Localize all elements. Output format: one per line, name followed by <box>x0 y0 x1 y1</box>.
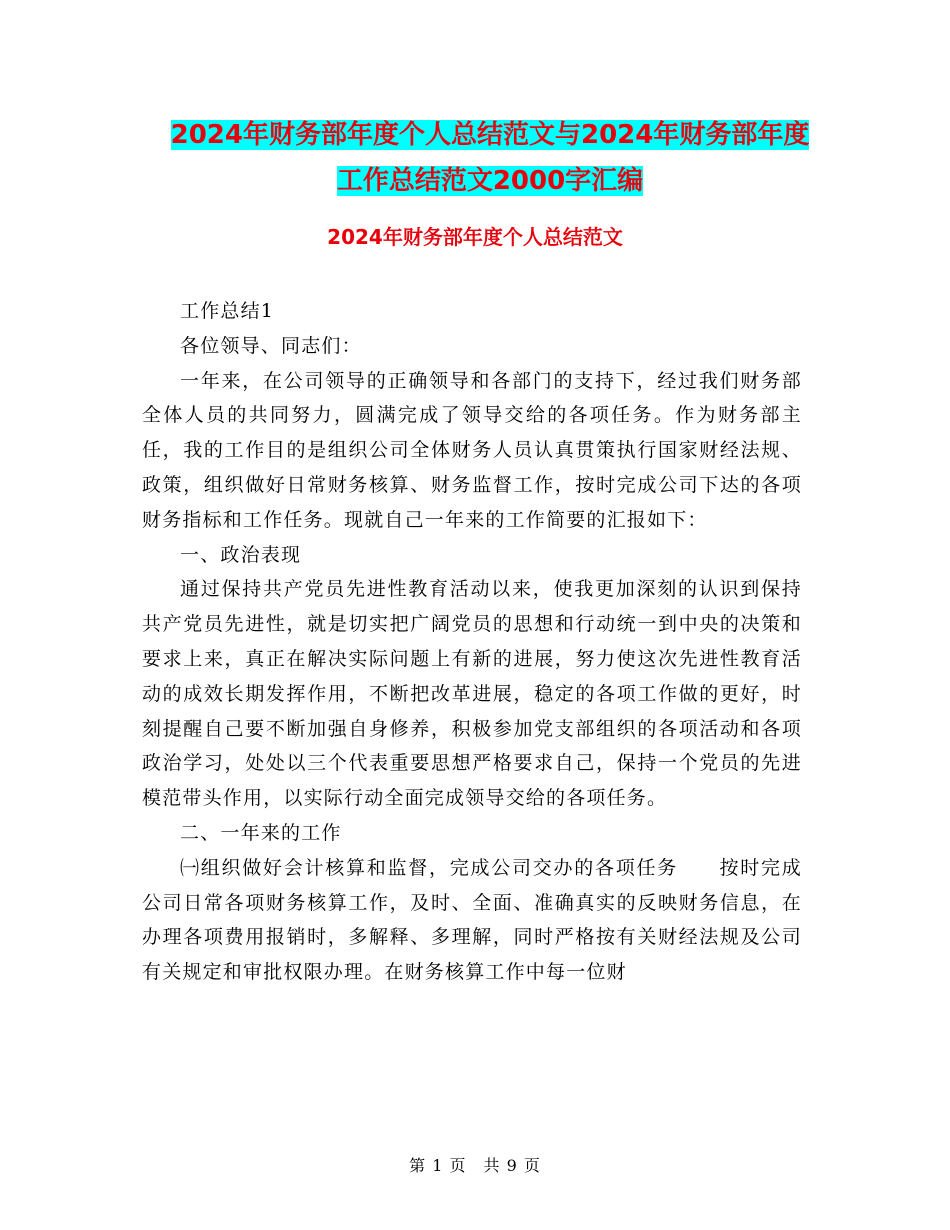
section-title: 2024年财务部年度个人总结范文 <box>327 225 623 249</box>
footer-total-pages: 9 <box>506 1156 518 1175</box>
footer-suffix: 页 <box>523 1156 541 1175</box>
paragraph-political: 通过保持共产党员先进性教育活动以来，使我更加深刻的认识到保持共产党员先进性，就是切实把广阔党员的思想和行动统一到中央的决策和要求上来，真正在解决实际问题上有新的进展，努力使这次先进性教育活动的成效长期发挥作用，不断把改革进展，稳定的各项工作做的更好，时刻提醒自己要不断加强自身修养，积极参加党支部组织的各项活动和各项政治学习，处处以三个代表重要思想严格要求自己，保持一个党员的先进模范带头作用，以实际行动全面完成领导交给的各项任务。 <box>142 578 802 810</box>
document-body <box>142 294 802 990</box>
document-title <box>140 112 840 204</box>
paragraph-heading-summary: 工作总结1 <box>180 300 275 322</box>
paragraph-introduction: 一年来，在公司领导的正确领导和各部门的支持下，经过我们财务部全体人员的共同努力，圆满完成了领导交给的各项任务。作为财务部主任，我的工作目的是组织公司全体财务人员认真贯策执行国家财经法规、政策，组织做好日常财务核算、财务监督工作，按时完成公司下达的各项财务指标和工作任务。现就自己一年来的工作简要的汇报如下： <box>142 369 802 531</box>
footer-prefix: 第 <box>409 1156 427 1175</box>
document-title-line-1: 2024年财务部年度个人总结范文与2024年财务部年度 <box>170 120 810 150</box>
page-footer <box>0 1154 950 1178</box>
footer-middle: 页 共 <box>449 1156 501 1175</box>
document-title-line-2: 工作总结范文2000字汇编 <box>336 166 644 196</box>
paragraph-heading-political: 一、政治表现 <box>180 543 302 566</box>
paragraph-work: ㈠组织做好会计核算和监督，完成公司交办的各项任务 按时完成公司日常各项财务核算工作，及时、全面、准确真实的反映财务信息，在办理各项费用报销时，多解释、多理解，同时严格按有关财经法规及公司有关规定和审批权限办理。在财务核算工作中每一位财 <box>142 856 802 984</box>
paragraph-heading-work: 二、一年来的工作 <box>180 821 342 844</box>
footer-current-page: 1 <box>432 1156 444 1175</box>
paragraph-salutation: 各位领导、同志们： <box>180 334 362 357</box>
